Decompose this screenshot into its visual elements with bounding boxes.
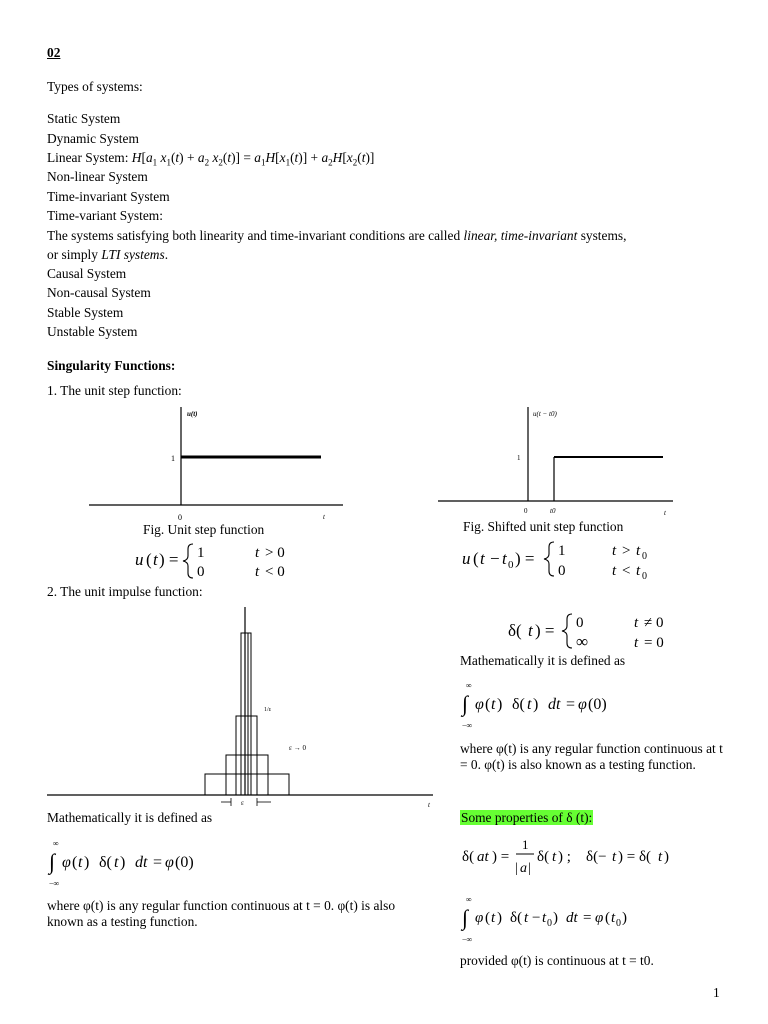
svg-text:0: 0 — [558, 563, 566, 579]
svg-text:−: − — [532, 910, 541, 926]
svg-text:−∞: −∞ — [462, 721, 473, 730]
list-item-nonlinear: Non-linear System — [47, 169, 148, 184]
svg-text:= 0: = 0 — [644, 635, 664, 651]
provided-text: provided φ(t) is continuous at t = t0. — [460, 953, 654, 968]
svg-text:≠ 0: ≠ 0 — [644, 615, 664, 631]
shifted-xlabel: t — [664, 509, 666, 517]
lti-italic-2: LTI systems — [101, 247, 165, 262]
svg-text:t: t — [78, 854, 83, 871]
svg-text:|: | — [515, 861, 518, 876]
list-item-time-variant: Time-variant System: — [47, 208, 163, 223]
list-item-unstable: Unstable System — [47, 324, 138, 339]
shifted-definition-equation — [462, 537, 662, 581]
svg-text:−∞: −∞ — [49, 879, 60, 888]
properties-heading-text: Some properties of δ (t): — [461, 810, 593, 825]
impulse-xlabel: t — [428, 801, 430, 809]
svg-text:< 0: < 0 — [265, 564, 285, 580]
svg-text:(: ( — [473, 549, 479, 568]
svg-text:t: t — [491, 910, 496, 926]
svg-text:|: | — [528, 861, 531, 876]
svg-text:φ: φ — [475, 696, 484, 713]
list-item-stable: Stable System — [47, 305, 124, 320]
fig-caption-shifted-step: Fig. Shifted unit step function — [463, 519, 624, 534]
unit-step-figure — [85, 405, 345, 525]
svg-text:t: t — [636, 563, 641, 579]
svg-text:(: ( — [485, 696, 491, 713]
step-xlabel: t — [323, 513, 325, 521]
unit-impulse-figure — [45, 605, 440, 810]
page-number: 1 — [713, 985, 720, 1000]
svg-text:0: 0 — [547, 918, 552, 929]
list-item-linear: Linear System: $H[a_1$ $x_1(t) + a_2$ $x_2(t)] = a_1H[x_1(t)] + a_2H[x_2(t)]$ — [47, 150, 375, 168]
svg-text:t: t — [502, 549, 507, 568]
math-defined-left: Mathematically it is defined as — [47, 810, 213, 825]
svg-text:at: at — [477, 849, 489, 865]
impulse-heading: 2. The unit impulse function: — [47, 584, 203, 599]
svg-text:u: u — [462, 549, 471, 568]
svg-text:∞: ∞ — [466, 895, 472, 904]
list-item-dynamic: Dynamic System — [47, 131, 139, 146]
svg-text:φ: φ — [578, 696, 587, 713]
svg-text:t: t — [528, 621, 533, 640]
svg-text:0: 0 — [576, 615, 584, 631]
svg-text:dt: dt — [566, 910, 578, 926]
sifting-equation-left — [47, 838, 237, 890]
svg-text:φ: φ — [62, 854, 71, 871]
scaling-property-equation — [460, 836, 720, 880]
shifted-sifting-equation — [460, 894, 680, 946]
svg-text:∫: ∫ — [462, 905, 469, 930]
sifting-equation-right — [460, 680, 650, 732]
svg-text:=: = — [583, 910, 592, 926]
fig-caption-unit-step: Fig. Unit step function — [143, 522, 265, 537]
svg-text:t: t — [611, 910, 616, 926]
lti-text-2: systems, — [580, 228, 627, 243]
svg-text:t: t — [634, 615, 639, 631]
svg-text:δ(: δ( — [462, 849, 475, 865]
shifted-origin: 0 — [524, 507, 528, 515]
svg-text:t: t — [658, 849, 663, 865]
svg-text:dt: dt — [548, 696, 561, 713]
svg-text:dt: dt — [135, 854, 148, 871]
svg-text:) ;: ) ; — [558, 849, 571, 865]
impulse-eps-top: 1/ε — [264, 707, 272, 713]
svg-text:φ: φ — [475, 910, 484, 926]
svg-text:−: − — [490, 549, 500, 568]
list-item-static: Static System — [47, 111, 121, 126]
shifted-step-figure — [435, 405, 680, 525]
svg-text:φ: φ — [165, 854, 174, 871]
svg-text:): ) — [120, 854, 126, 871]
lti-italic-1: linear, time-invariant — [463, 228, 578, 243]
svg-text:<: < — [622, 563, 631, 579]
svg-text:t: t — [480, 549, 485, 568]
svg-text:1: 1 — [558, 543, 566, 559]
impulse-eps-width: ε — [241, 799, 244, 807]
svg-text:a: a — [520, 861, 527, 876]
delta-definition-equation — [508, 610, 683, 654]
svg-text:0: 0 — [642, 571, 647, 582]
svg-text:t: t — [634, 635, 639, 651]
lti-text-3: or simply — [47, 247, 98, 262]
step-heading: 1. The unit step function: — [47, 383, 182, 398]
svg-text:∫: ∫ — [462, 691, 469, 716]
svg-text:): ) — [664, 849, 669, 865]
lti-text-4: . — [164, 247, 169, 262]
svg-text:t: t — [114, 854, 119, 871]
step-definition-equation — [135, 540, 305, 582]
svg-text:t: t — [255, 545, 260, 561]
shifted-t0: t0 — [550, 507, 556, 515]
svg-text:t: t — [552, 849, 557, 865]
svg-text:δ(: δ( — [510, 910, 523, 926]
where-text-left: where φ(t) is any regular function continuous at t = 0. φ(t) is also known as a testing function. — [47, 898, 396, 929]
svg-text:) =: ) = — [159, 550, 179, 569]
lti-paragraph-line2 — [47, 247, 168, 263]
svg-text:t: t — [542, 910, 547, 926]
svg-text:∫: ∫ — [49, 849, 56, 874]
svg-text:δ(: δ( — [99, 854, 112, 871]
svg-text:(0): (0) — [175, 854, 194, 871]
list-item-causal: Causal System — [47, 266, 127, 281]
svg-text:0: 0 — [616, 918, 621, 929]
step-ylabel: u(t) — [187, 410, 198, 418]
svg-text:t: t — [612, 849, 617, 865]
svg-text:t: t — [612, 563, 617, 579]
svg-text:0: 0 — [197, 564, 205, 580]
properties-heading — [460, 810, 593, 826]
svg-text:): ) — [497, 910, 502, 926]
svg-text:(: ( — [146, 550, 152, 569]
lti-paragraph-line1 — [47, 228, 626, 244]
svg-text:δ(: δ( — [537, 849, 550, 865]
svg-text:0: 0 — [508, 559, 514, 571]
svg-text:0: 0 — [642, 551, 647, 562]
impulse-eps-arrow: ε → 0 — [289, 744, 306, 752]
svg-text:) = δ(: ) = δ( — [618, 849, 652, 865]
singularity-heading: Singularity Functions: — [47, 358, 176, 373]
svg-text:δ(−: δ(− — [586, 849, 607, 865]
step-tick-one: 1 — [171, 454, 175, 463]
svg-text:) =: ) = — [535, 621, 555, 640]
svg-text:∞: ∞ — [466, 681, 472, 690]
svg-text:) =: ) = — [492, 849, 510, 865]
svg-text:>: > — [622, 543, 631, 559]
shifted-ylabel: u(t − t0) — [533, 410, 557, 418]
svg-text:): ) — [84, 854, 90, 871]
svg-text:(: ( — [485, 910, 490, 926]
svg-text:t: t — [153, 550, 158, 569]
shifted-tick-one: 1 — [517, 454, 521, 462]
svg-text:1: 1 — [197, 545, 205, 561]
svg-text:(: ( — [605, 910, 610, 926]
svg-text:∞: ∞ — [53, 839, 59, 848]
math-defined-right: Mathematically it is defined as — [460, 653, 626, 668]
svg-text:(0): (0) — [588, 696, 607, 713]
svg-text:t: t — [527, 696, 532, 713]
svg-text:) =: ) = — [515, 549, 535, 568]
list-item-noncausal: Non-causal System — [47, 285, 151, 300]
svg-text:−∞: −∞ — [462, 935, 473, 944]
section-number: 02 — [47, 45, 61, 60]
svg-text:u: u — [135, 550, 144, 569]
svg-text:δ(: δ( — [508, 621, 522, 640]
where-text-right: where φ(t) is any regular function continuous at t = 0. φ(t) is also known as a testing function. — [460, 741, 723, 772]
step-origin: 0 — [178, 513, 182, 522]
svg-text:): ) — [497, 696, 503, 713]
svg-text:t: t — [491, 696, 496, 713]
svg-text:> 0: > 0 — [265, 545, 285, 561]
svg-text:t: t — [524, 910, 529, 926]
list-item-time-invariant: Time-invariant System — [47, 189, 170, 204]
svg-text:): ) — [533, 696, 539, 713]
svg-text:t: t — [636, 543, 641, 559]
svg-text:): ) — [553, 910, 558, 926]
svg-text:φ: φ — [595, 910, 604, 926]
svg-text:(: ( — [72, 854, 78, 871]
svg-text:t: t — [612, 543, 617, 559]
intro-text: Types of systems: — [47, 79, 143, 94]
svg-text:t: t — [255, 564, 260, 580]
svg-text:∞: ∞ — [576, 632, 589, 651]
svg-text:δ(: δ( — [512, 696, 525, 713]
svg-text:=: = — [153, 854, 163, 871]
svg-text:1: 1 — [522, 837, 529, 852]
svg-text:): ) — [622, 910, 627, 926]
lti-text-1: The systems satisfying both linearity and time-invariant conditions are called — [47, 228, 461, 243]
svg-text:=: = — [566, 696, 576, 713]
